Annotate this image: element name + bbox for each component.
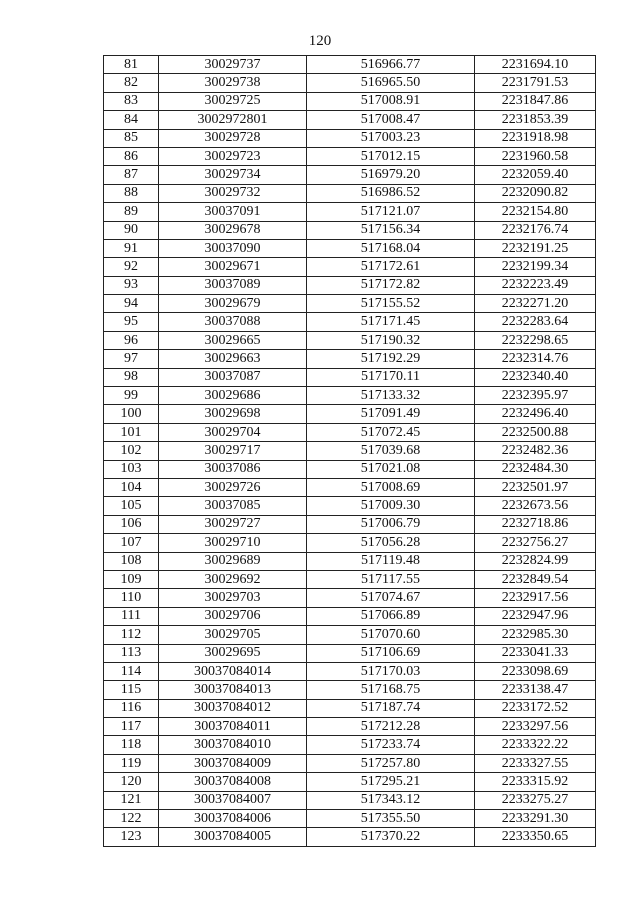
row-number-cell: 121 xyxy=(104,791,159,809)
x-coordinate-cell: 517070.60 xyxy=(307,626,475,644)
y-coordinate-cell: 2233297.56 xyxy=(475,718,596,736)
table-row xyxy=(104,166,596,184)
row-number-cell: 108 xyxy=(104,552,159,570)
row-number-cell: 110 xyxy=(104,589,159,607)
row-number-cell: 83 xyxy=(104,92,159,110)
point-id-cell: 30029689 xyxy=(159,552,307,570)
x-coordinate-cell: 517212.28 xyxy=(307,718,475,736)
x-coordinate-cell: 517106.69 xyxy=(307,644,475,662)
table-row xyxy=(104,662,596,680)
y-coordinate-cell: 2233275.27 xyxy=(475,791,596,809)
row-number-cell: 84 xyxy=(104,111,159,129)
point-id-cell: 30029678 xyxy=(159,221,307,239)
x-coordinate-cell: 517072.45 xyxy=(307,423,475,441)
y-coordinate-cell: 2233327.55 xyxy=(475,754,596,772)
table-row xyxy=(104,626,596,644)
row-number-cell: 93 xyxy=(104,276,159,294)
y-coordinate-cell: 2232849.54 xyxy=(475,570,596,588)
table-row xyxy=(104,699,596,717)
y-coordinate-cell: 2232191.25 xyxy=(475,239,596,257)
y-coordinate-cell: 2232496.40 xyxy=(475,405,596,423)
point-id-cell: 30029671 xyxy=(159,258,307,276)
row-number-cell: 88 xyxy=(104,184,159,202)
x-coordinate-cell: 517370.22 xyxy=(307,828,475,846)
point-id-cell: 30029698 xyxy=(159,405,307,423)
point-id-cell: 30037084008 xyxy=(159,773,307,791)
x-coordinate-cell: 517170.11 xyxy=(307,368,475,386)
row-number-cell: 100 xyxy=(104,405,159,423)
row-number-cell: 92 xyxy=(104,258,159,276)
row-number-cell: 85 xyxy=(104,129,159,147)
point-id-cell: 30029692 xyxy=(159,570,307,588)
table-row xyxy=(104,534,596,552)
point-id-cell: 30029734 xyxy=(159,166,307,184)
row-number-cell: 107 xyxy=(104,534,159,552)
y-coordinate-cell: 2232271.20 xyxy=(475,295,596,313)
y-coordinate-cell: 2232395.97 xyxy=(475,387,596,405)
table-row xyxy=(104,570,596,588)
point-id-cell: 30029738 xyxy=(159,74,307,92)
point-id-cell: 30037084013 xyxy=(159,681,307,699)
table-row xyxy=(104,460,596,478)
point-id-cell: 30037086 xyxy=(159,460,307,478)
x-coordinate-cell: 517003.23 xyxy=(307,129,475,147)
row-number-cell: 111 xyxy=(104,607,159,625)
table-row xyxy=(104,295,596,313)
y-coordinate-cell: 2231918.98 xyxy=(475,129,596,147)
y-coordinate-cell: 2233322.22 xyxy=(475,736,596,754)
x-coordinate-cell: 517343.12 xyxy=(307,791,475,809)
table-row xyxy=(104,350,596,368)
row-number-cell: 82 xyxy=(104,74,159,92)
table-row xyxy=(104,644,596,662)
y-coordinate-cell: 2233291.30 xyxy=(475,810,596,828)
x-coordinate-cell: 516966.77 xyxy=(307,56,475,74)
row-number-cell: 106 xyxy=(104,515,159,533)
point-id-cell: 30029665 xyxy=(159,331,307,349)
row-number-cell: 87 xyxy=(104,166,159,184)
table-row xyxy=(104,497,596,515)
row-number-cell: 122 xyxy=(104,810,159,828)
x-coordinate-cell: 517172.61 xyxy=(307,258,475,276)
point-id-cell: 30037089 xyxy=(159,276,307,294)
point-id-cell: 30037084005 xyxy=(159,828,307,846)
point-id-cell: 30029663 xyxy=(159,350,307,368)
x-coordinate-cell: 517008.69 xyxy=(307,478,475,496)
point-id-cell: 30029728 xyxy=(159,129,307,147)
table-row xyxy=(104,74,596,92)
x-coordinate-cell: 516986.52 xyxy=(307,184,475,202)
y-coordinate-cell: 2232824.99 xyxy=(475,552,596,570)
point-id-cell: 30029723 xyxy=(159,147,307,165)
table-row xyxy=(104,184,596,202)
x-coordinate-cell: 517056.28 xyxy=(307,534,475,552)
y-coordinate-cell: 2232059.40 xyxy=(475,166,596,184)
row-number-cell: 96 xyxy=(104,331,159,349)
y-coordinate-cell: 2232718.86 xyxy=(475,515,596,533)
row-number-cell: 98 xyxy=(104,368,159,386)
row-number-cell: 81 xyxy=(104,56,159,74)
y-coordinate-cell: 2232756.27 xyxy=(475,534,596,552)
row-number-cell: 117 xyxy=(104,718,159,736)
row-number-cell: 109 xyxy=(104,570,159,588)
point-id-cell: 30037088 xyxy=(159,313,307,331)
x-coordinate-cell: 517006.79 xyxy=(307,515,475,533)
table-row xyxy=(104,405,596,423)
y-coordinate-cell: 2232985.30 xyxy=(475,626,596,644)
x-coordinate-cell: 516979.20 xyxy=(307,166,475,184)
point-id-cell: 30037090 xyxy=(159,239,307,257)
row-number-cell: 103 xyxy=(104,460,159,478)
table-row xyxy=(104,681,596,699)
point-id-cell: 30029695 xyxy=(159,644,307,662)
row-number-cell: 89 xyxy=(104,203,159,221)
point-id-cell: 30029705 xyxy=(159,626,307,644)
y-coordinate-cell: 2232283.64 xyxy=(475,313,596,331)
point-id-cell: 30037087 xyxy=(159,368,307,386)
row-number-cell: 99 xyxy=(104,387,159,405)
row-number-cell: 95 xyxy=(104,313,159,331)
x-coordinate-cell: 517117.55 xyxy=(307,570,475,588)
point-id-cell: 30029706 xyxy=(159,607,307,625)
y-coordinate-cell: 2233172.52 xyxy=(475,699,596,717)
y-coordinate-cell: 2232947.96 xyxy=(475,607,596,625)
table-row xyxy=(104,258,596,276)
y-coordinate-cell: 2231694.10 xyxy=(475,56,596,74)
x-coordinate-cell: 517009.30 xyxy=(307,497,475,515)
y-coordinate-cell: 2233350.65 xyxy=(475,828,596,846)
row-number-cell: 116 xyxy=(104,699,159,717)
x-coordinate-cell: 517021.08 xyxy=(307,460,475,478)
table-row xyxy=(104,111,596,129)
row-number-cell: 105 xyxy=(104,497,159,515)
row-number-cell: 86 xyxy=(104,147,159,165)
table-row xyxy=(104,589,596,607)
row-number-cell: 120 xyxy=(104,773,159,791)
y-coordinate-cell: 2233041.33 xyxy=(475,644,596,662)
y-coordinate-cell: 2232340.40 xyxy=(475,368,596,386)
point-id-cell: 30037084014 xyxy=(159,662,307,680)
x-coordinate-cell: 517091.49 xyxy=(307,405,475,423)
table-row xyxy=(104,754,596,772)
x-coordinate-cell: 517171.45 xyxy=(307,313,475,331)
x-coordinate-cell: 517192.29 xyxy=(307,350,475,368)
table-row xyxy=(104,239,596,257)
x-coordinate-cell: 517355.50 xyxy=(307,810,475,828)
y-coordinate-cell: 2232501.97 xyxy=(475,478,596,496)
coordinates-table-body xyxy=(104,56,596,847)
point-id-cell: 30037091 xyxy=(159,203,307,221)
point-id-cell: 30029737 xyxy=(159,56,307,74)
x-coordinate-cell: 517012.15 xyxy=(307,147,475,165)
y-coordinate-cell: 2231847.86 xyxy=(475,92,596,110)
table-row xyxy=(104,478,596,496)
row-number-cell: 113 xyxy=(104,644,159,662)
x-coordinate-cell: 517295.21 xyxy=(307,773,475,791)
table-row xyxy=(104,313,596,331)
y-coordinate-cell: 2231853.39 xyxy=(475,111,596,129)
point-id-cell: 30037084012 xyxy=(159,699,307,717)
point-id-cell: 30029732 xyxy=(159,184,307,202)
table-row xyxy=(104,810,596,828)
y-coordinate-cell: 2232090.82 xyxy=(475,184,596,202)
y-coordinate-cell: 2232314.76 xyxy=(475,350,596,368)
row-number-cell: 114 xyxy=(104,662,159,680)
row-number-cell: 91 xyxy=(104,239,159,257)
row-number-cell: 123 xyxy=(104,828,159,846)
table-row xyxy=(104,368,596,386)
y-coordinate-cell: 2232154.80 xyxy=(475,203,596,221)
table-row xyxy=(104,442,596,460)
x-coordinate-cell: 517257.80 xyxy=(307,754,475,772)
y-coordinate-cell: 2232484.30 xyxy=(475,460,596,478)
table-row xyxy=(104,276,596,294)
point-id-cell: 30037084007 xyxy=(159,791,307,809)
x-coordinate-cell: 517133.32 xyxy=(307,387,475,405)
point-id-cell: 30029703 xyxy=(159,589,307,607)
table-row xyxy=(104,791,596,809)
x-coordinate-cell: 517190.32 xyxy=(307,331,475,349)
point-id-cell: 30029717 xyxy=(159,442,307,460)
point-id-cell: 30029727 xyxy=(159,515,307,533)
x-coordinate-cell: 517039.68 xyxy=(307,442,475,460)
table-row xyxy=(104,203,596,221)
y-coordinate-cell: 2232199.34 xyxy=(475,258,596,276)
x-coordinate-cell: 517187.74 xyxy=(307,699,475,717)
table-row xyxy=(104,552,596,570)
page-number: 120 xyxy=(308,33,332,49)
point-id-cell: 30037084006 xyxy=(159,810,307,828)
x-coordinate-cell: 517168.04 xyxy=(307,239,475,257)
table-row xyxy=(104,387,596,405)
row-number-cell: 94 xyxy=(104,295,159,313)
x-coordinate-cell: 517066.89 xyxy=(307,607,475,625)
row-number-cell: 101 xyxy=(104,423,159,441)
table-row xyxy=(104,129,596,147)
y-coordinate-cell: 2233315.92 xyxy=(475,773,596,791)
x-coordinate-cell: 517233.74 xyxy=(307,736,475,754)
row-number-cell: 104 xyxy=(104,478,159,496)
table-row xyxy=(104,423,596,441)
x-coordinate-cell: 517172.82 xyxy=(307,276,475,294)
row-number-cell: 97 xyxy=(104,350,159,368)
row-number-cell: 115 xyxy=(104,681,159,699)
table-row xyxy=(104,773,596,791)
x-coordinate-cell: 517156.34 xyxy=(307,221,475,239)
x-coordinate-cell: 517008.91 xyxy=(307,92,475,110)
table-row xyxy=(104,607,596,625)
point-id-cell: 30037085 xyxy=(159,497,307,515)
table-row xyxy=(104,92,596,110)
point-id-cell: 30029679 xyxy=(159,295,307,313)
point-id-cell: 30029686 xyxy=(159,387,307,405)
y-coordinate-cell: 2232673.56 xyxy=(475,497,596,515)
row-number-cell: 118 xyxy=(104,736,159,754)
y-coordinate-cell: 2232917.56 xyxy=(475,589,596,607)
point-id-cell: 30037084011 xyxy=(159,718,307,736)
x-coordinate-cell: 517119.48 xyxy=(307,552,475,570)
row-number-cell: 119 xyxy=(104,754,159,772)
point-id-cell: 30037084009 xyxy=(159,754,307,772)
table-row xyxy=(104,718,596,736)
x-coordinate-cell: 517170.03 xyxy=(307,662,475,680)
y-coordinate-cell: 2233138.47 xyxy=(475,681,596,699)
row-number-cell: 102 xyxy=(104,442,159,460)
x-coordinate-cell: 517121.07 xyxy=(307,203,475,221)
row-number-cell: 112 xyxy=(104,626,159,644)
table-row xyxy=(104,56,596,74)
y-coordinate-cell: 2231791.53 xyxy=(475,74,596,92)
point-id-cell: 30037084010 xyxy=(159,736,307,754)
x-coordinate-cell: 517008.47 xyxy=(307,111,475,129)
point-id-cell: 30029704 xyxy=(159,423,307,441)
table-row xyxy=(104,221,596,239)
table-row xyxy=(104,736,596,754)
table-row xyxy=(104,331,596,349)
y-coordinate-cell: 2233098.69 xyxy=(475,662,596,680)
y-coordinate-cell: 2231960.58 xyxy=(475,147,596,165)
x-coordinate-cell: 517168.75 xyxy=(307,681,475,699)
y-coordinate-cell: 2232176.74 xyxy=(475,221,596,239)
y-coordinate-cell: 2232482.36 xyxy=(475,442,596,460)
x-coordinate-cell: 517155.52 xyxy=(307,295,475,313)
x-coordinate-cell: 516965.50 xyxy=(307,74,475,92)
coordinates-table xyxy=(103,55,596,847)
x-coordinate-cell: 517074.67 xyxy=(307,589,475,607)
table-row xyxy=(104,515,596,533)
y-coordinate-cell: 2232298.65 xyxy=(475,331,596,349)
table-row xyxy=(104,147,596,165)
y-coordinate-cell: 2232500.88 xyxy=(475,423,596,441)
y-coordinate-cell: 2232223.49 xyxy=(475,276,596,294)
point-id-cell: 30029710 xyxy=(159,534,307,552)
table-row xyxy=(104,828,596,846)
point-id-cell: 3002972801 xyxy=(159,111,307,129)
point-id-cell: 30029726 xyxy=(159,478,307,496)
row-number-cell: 90 xyxy=(104,221,159,239)
point-id-cell: 30029725 xyxy=(159,92,307,110)
